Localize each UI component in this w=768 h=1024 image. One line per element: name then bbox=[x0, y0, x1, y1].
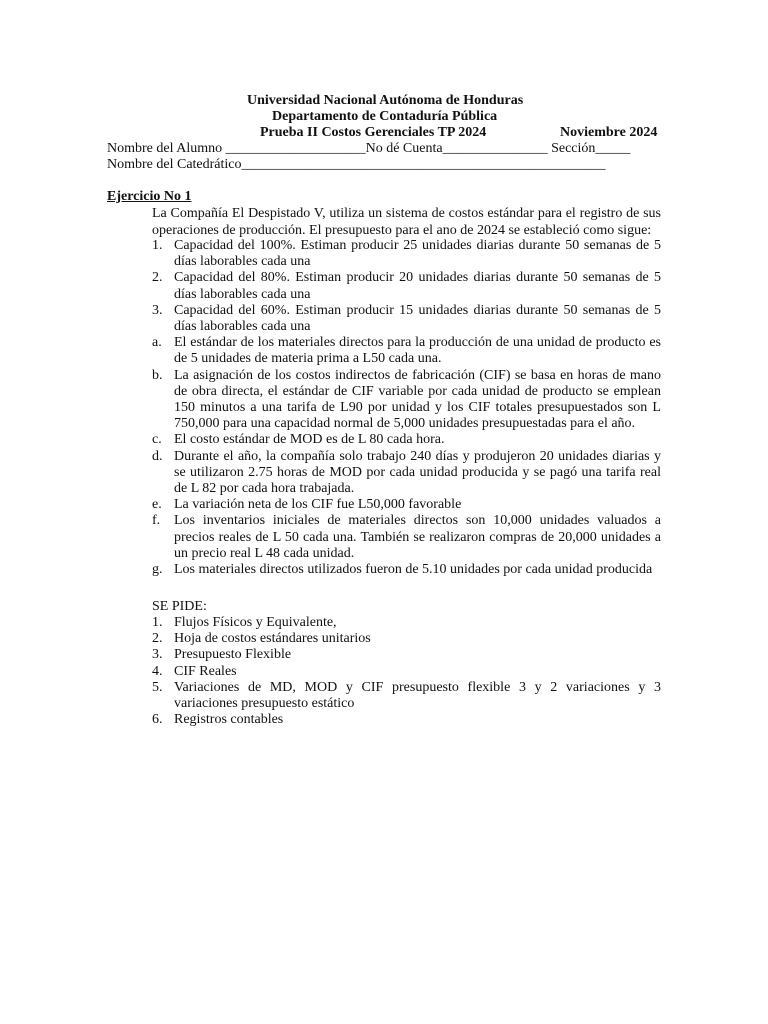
list-item bbox=[152, 497, 661, 513]
list-item-text: La variación neta de los CIF fue L50,000 favorable bbox=[174, 497, 462, 513]
list-marker: 2. bbox=[152, 270, 163, 286]
list-marker: b. bbox=[152, 367, 163, 383]
list-marker: c. bbox=[152, 432, 162, 448]
list-item bbox=[152, 270, 661, 302]
list-item-text: La asignación de los costos indirectos de fabricación (CIF) se basa en horas de mano de obra directa, el estándar de CIF variable por cada unidad de producto se emplean 150 minutos a una tarifa de L90 por unidad y los CIF totales presupuestados son L 750,000 para una capacidad normal de 5,000 unidades presupuestadas para el año. bbox=[174, 367, 661, 432]
list-item-text: Capacidad del 100%. Estiman producir 25 unidades diarias durante 50 semanas de 5 días laborables cada una bbox=[174, 238, 661, 270]
exam-date: Noviembre 2024 bbox=[560, 125, 658, 140]
list-item-text: Variaciones de MD, MOD y CIF presupuesto flexible 3 y 2 variaciones y 3 variaciones presupuesto estático bbox=[174, 679, 661, 712]
list-item bbox=[152, 631, 661, 647]
list-item bbox=[152, 680, 661, 712]
list-item-text: El costo estándar de MOD es de L 80 cada hora. bbox=[174, 432, 445, 448]
list-item-text: Los inventarios iniciales de materiales directos son 10,000 unidades valuados a precios reales de L 50 cada una. También se realizaron compras de 20,000 unidades a un precio real L 48 cada unidad. bbox=[174, 513, 661, 561]
department-title: Departamento de Contaduría Pública bbox=[272, 109, 498, 124]
list-marker: g. bbox=[152, 562, 163, 578]
list-item bbox=[152, 335, 661, 367]
student-name-line: Nombre del Alumno ____________________No dé Cuenta_______________ Sección_____ bbox=[107, 141, 631, 156]
list-marker: 1. bbox=[152, 238, 163, 253]
list-item bbox=[152, 303, 661, 335]
exercise-title: Ejercicio No 1 bbox=[107, 189, 192, 204]
exam-title: Prueba II Costos Gerenciales TP 2024 bbox=[260, 125, 487, 140]
list-item bbox=[152, 432, 661, 448]
list-marker: e. bbox=[152, 497, 162, 513]
list-item bbox=[152, 238, 661, 270]
list-marker: 3. bbox=[152, 302, 163, 318]
list-item bbox=[152, 647, 661, 663]
list-marker: a. bbox=[152, 335, 162, 351]
list-marker: d. bbox=[152, 448, 163, 464]
list-item bbox=[152, 712, 661, 728]
list-item-text: Capacidad del 60%. Estiman producir 15 unidades diarias durante 50 semanas de 5 días laborables cada una bbox=[174, 302, 661, 335]
list-marker: 2. bbox=[152, 631, 163, 647]
list-item bbox=[152, 368, 661, 433]
list-item-text: Presupuesto Flexible bbox=[174, 647, 292, 663]
list-item-text: CIF Reales bbox=[174, 663, 237, 679]
teacher-name-line: Nombre del Catedrático____________________________________________________ bbox=[107, 157, 606, 172]
university-title: Universidad Nacional Autónoma de Honduras bbox=[247, 93, 524, 108]
list-marker: f. bbox=[152, 513, 161, 529]
list-item-text: Los materiales directos utilizados fueron de 5.10 unidades por cada unidad producida bbox=[174, 562, 653, 578]
list-marker: 3. bbox=[152, 647, 163, 663]
list-item bbox=[152, 449, 661, 498]
list-item-text: Durante el año, la compañía solo trabajo 240 días y produjeron 20 unidades diarias y se utilizaron 2.75 horas de MOD por cada unidad producida y se pagó una tarifa real de L 82 por cada hora trabajada. bbox=[174, 448, 661, 497]
list-item-text: Hoja de costos estándares unitarios bbox=[174, 631, 371, 647]
list-item-text: Registros contables bbox=[174, 712, 284, 728]
list-marker: 5. bbox=[152, 679, 163, 695]
requirements-list bbox=[152, 615, 661, 728]
list-item-text: Flujos Físicos y Equivalente, bbox=[174, 615, 337, 630]
list-marker: 4. bbox=[152, 663, 163, 679]
list-item bbox=[152, 513, 661, 562]
requirements-title: SE PIDE: bbox=[152, 599, 207, 614]
list-marker: 6. bbox=[152, 712, 163, 728]
exercise-list bbox=[152, 238, 661, 578]
list-item bbox=[152, 562, 661, 578]
list-item-text: Capacidad del 80%. Estiman producir 20 unidades diarias durante 50 semanas de 5 días laborables cada una bbox=[174, 270, 661, 302]
list-item bbox=[152, 615, 661, 631]
list-item bbox=[152, 664, 661, 680]
list-marker: 1. bbox=[152, 615, 163, 630]
exercise-intro: La Compañía El Despistado V, utiliza un sistema de costos estándar para el registro de sus operaciones de producción. El presupuesto para el ano de 2024 se estableció como sigue: bbox=[152, 206, 661, 238]
list-item-text: El estándar de los materiales directos para la producción de una unidad de producto es de 5 unidades de materia prima a L50 cada una. bbox=[174, 335, 661, 367]
